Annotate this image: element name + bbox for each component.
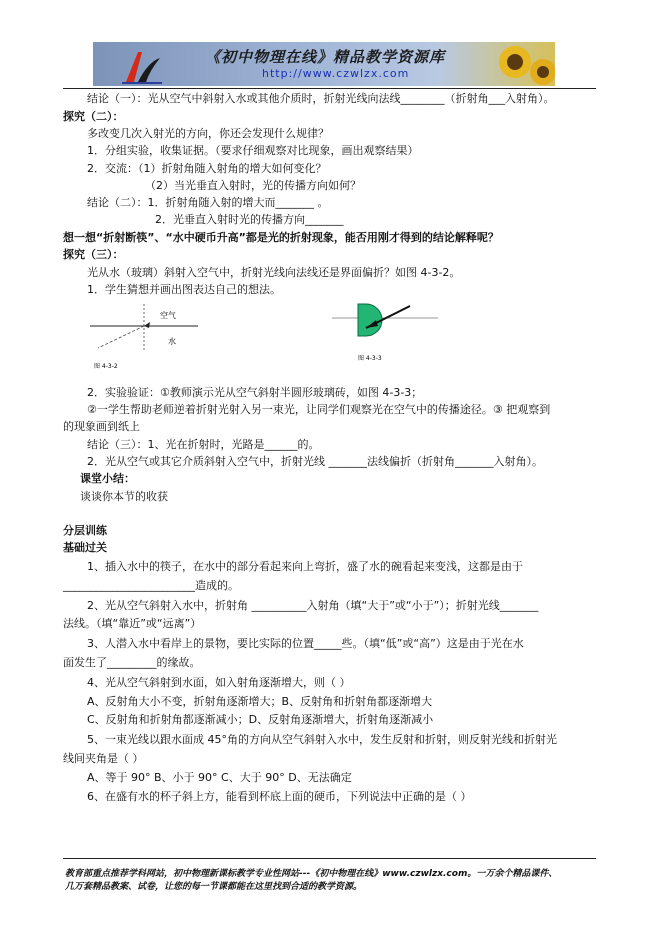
banner-url[interactable]: http://www.czwlzx.com (262, 67, 410, 80)
body-line: 多改变几次入射光的方向，你还会发现什么规律？ (87, 127, 329, 140)
question-2-cont: 法线。（填“靠近”或“远离”） (63, 617, 202, 630)
figure-caption: 图 4-3-3 (358, 355, 382, 362)
body-line: 2．实验验证：①教师演示光从空气斜射半圆形玻璃砖，如图 4-3-3； (87, 386, 423, 399)
body-line: （2）当光垂直入射时，光的传播方向如何？ (145, 179, 361, 192)
footer-line: 教育部重点推荐学科网站，初中物理新课标教学专业性网站---《初中物理在线》www.czwlzx.com。一万余个精品课件、 (65, 869, 558, 879)
body-line: 2．交流：（1）折射角随入射角的增大如何变化？ (87, 162, 327, 175)
conclusion-one: 结论（一）：光从空气中斜射入水或其他介质时，折射光线向法线________（折射角___入射角）。 (87, 92, 555, 105)
question-1-cont: ________________________造成的。 (63, 579, 239, 592)
section-heading: 基础过关 (63, 541, 107, 554)
footer-divider (63, 858, 596, 859)
body-line: 谈谈你本节的收获 (80, 490, 168, 503)
option-line: A、等于 90° B、小于 90° C、大于 90° D、无法确定 (87, 771, 352, 784)
footer-line: 几万套精品教案、试卷，让您的每一节课都能在这里找到合适的教学资源。 (65, 882, 363, 892)
body-line: 1．分组实验，收集证据。（要求仔细观察对比现象，画出观察结果） (87, 144, 419, 157)
section-heading: 课堂小结： (80, 472, 135, 485)
option-line: C、反射角和折射角都逐渐减小；D、反射角逐渐增大，折射角逐渐减小 (87, 713, 434, 726)
body-line: ②一学生帮助老师逆着折射光射入另一束光，让同学们观察光在空气中的传播途径。③ 把观察到 (87, 403, 551, 416)
question-3-cont: 面发生了_________的缘故。 (63, 656, 201, 669)
conclusion-three: 结论（三）：1、光在折射时，光路是______的。 (87, 438, 320, 451)
figure-4-3-2 (90, 302, 200, 372)
banner-title: 《初中物理在线》精品教学资源库 (205, 48, 446, 66)
question-3: 3、人潜入水中看岸上的景物，要比实际的位置_____些。（填“低”或“高”）这是由于光在水 (87, 637, 524, 650)
body-line: 的现象画到纸上 (63, 420, 140, 433)
section-heading: 分层训练 (63, 524, 107, 537)
question-4: 4、光从空气斜射到水面，如入射角逐渐增大，则（ ） (87, 676, 351, 689)
header-divider (63, 88, 596, 89)
air-label: 空气 (160, 311, 176, 320)
water-label: 水 (168, 337, 176, 346)
body-line: 2．光从空气或其它介质斜射入空气中，折射光线 _______法线偏折（折射角_______入射角）。 (87, 455, 543, 468)
body-line: 光从水（玻璃）斜射入空气中，折射光线向法线还是界面偏折？如图 4-3-2。 (87, 266, 461, 279)
sunflower-icon (493, 42, 555, 86)
question-6: 6、在盛有水的杯子斜上方，能看到杯底上面的硬币，下列说法中正确的是（ ） (87, 790, 472, 803)
conclusion-two: 结论（二）：1．折射角随入射的增大而_______ 。 (87, 196, 329, 209)
body-line: 1．学生猜想并画出图表达自己的想法。 (87, 283, 281, 296)
figure-4-3-3 (330, 298, 440, 368)
body-line: 2．光垂直入射时光的传播方向_______ (155, 213, 344, 226)
question-5-cont: 线间夹角是（ ） (63, 752, 144, 765)
question-5: 5、一束光线以跟水面成 45°角的方向从空气斜射入水中，发生反射和折射，则反射光线和折射光 (87, 733, 557, 746)
section-heading: 探究（二）： (63, 110, 124, 123)
think-question: 想一想“折射断筷”、“水中硬币升高”都是光的折射现象，能否用刚才得到的结论解释呢？ (63, 231, 499, 244)
site-logo-icon (120, 48, 164, 84)
option-line: A、反射角大小不变，折射角逐渐增大；B、反射角和折射角都逐渐增大 (87, 695, 433, 708)
figure-caption: 图 4-3-2 (94, 363, 118, 370)
section-heading: 探究（三）： (63, 248, 124, 261)
question-2: 2、光从空气斜射入水中，折射角 __________入射角（填“大于”或“小于”）；折射光线_______ (87, 599, 539, 612)
question-1: 1、插入水中的筷子，在水中的部分看起来向上弯折，盛了水的碗看起来变浅，这都是由于 (87, 560, 523, 573)
